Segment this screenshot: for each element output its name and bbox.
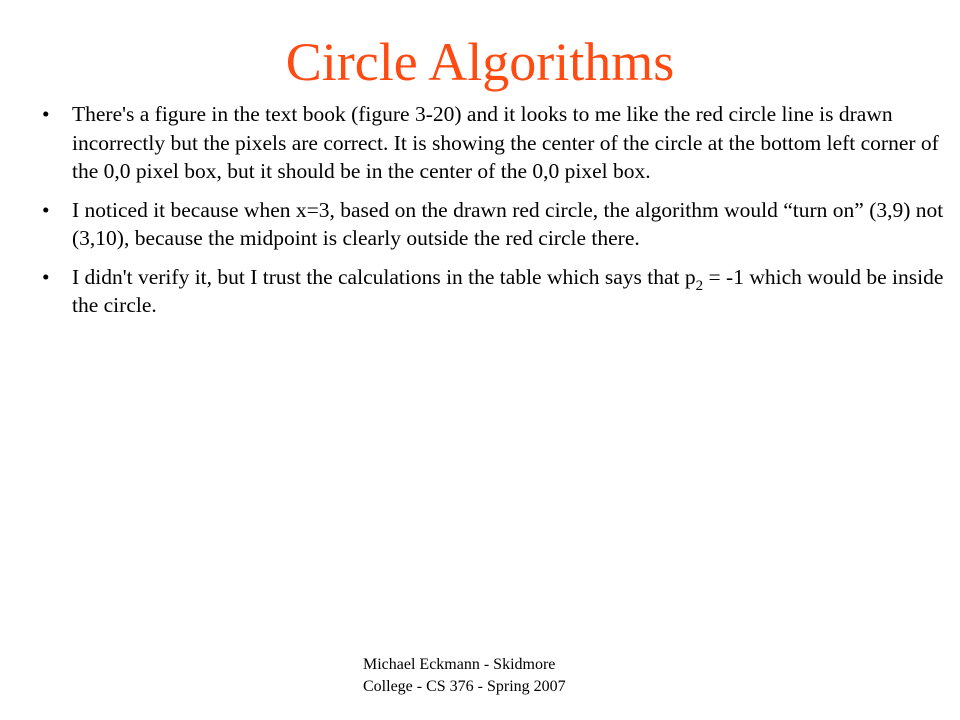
bullet-text: I noticed it because when x=3, based on the drawn red circle, the algorithm would “turn on” (3,9) not (3,10), because the midpoint is clearly outside the red circle there. — [72, 197, 944, 250]
bullet-item-1 — [42, 100, 948, 186]
bullet-marker: • — [42, 102, 50, 126]
bullet-list — [42, 100, 948, 330]
bullet-text: There's a figure in the text book (figure 3-20) and it looks to me like the red circle line is drawn incorrectly but the pixels are correct. It is showing the center of the circle at the bottom left corner of the 0,0 pixel box, but it should be in the center of the 0,0 pixel box. — [72, 102, 939, 183]
footer-line-1: Michael Eckmann - Skidmore — [363, 656, 556, 673]
bullet-item-3 — [42, 263, 948, 320]
bullet-marker: • — [42, 264, 50, 289]
subscript: 2 — [695, 277, 704, 294]
bullet-text-after: = -1 which would be inside the circle. — [72, 264, 944, 317]
bullet-item-2 — [42, 196, 948, 253]
bullet-text-before: I didn't verify it, but I trust the calculations in the table which says that p — [72, 264, 696, 289]
slide-title: Circle Algorithms — [285, 32, 675, 92]
bullet-marker: • — [42, 197, 50, 222]
slide-footer — [363, 654, 683, 698]
bullet-text — [72, 265, 943, 318]
footer-line-2: College - CS 376 - Spring 2007 — [363, 678, 566, 695]
